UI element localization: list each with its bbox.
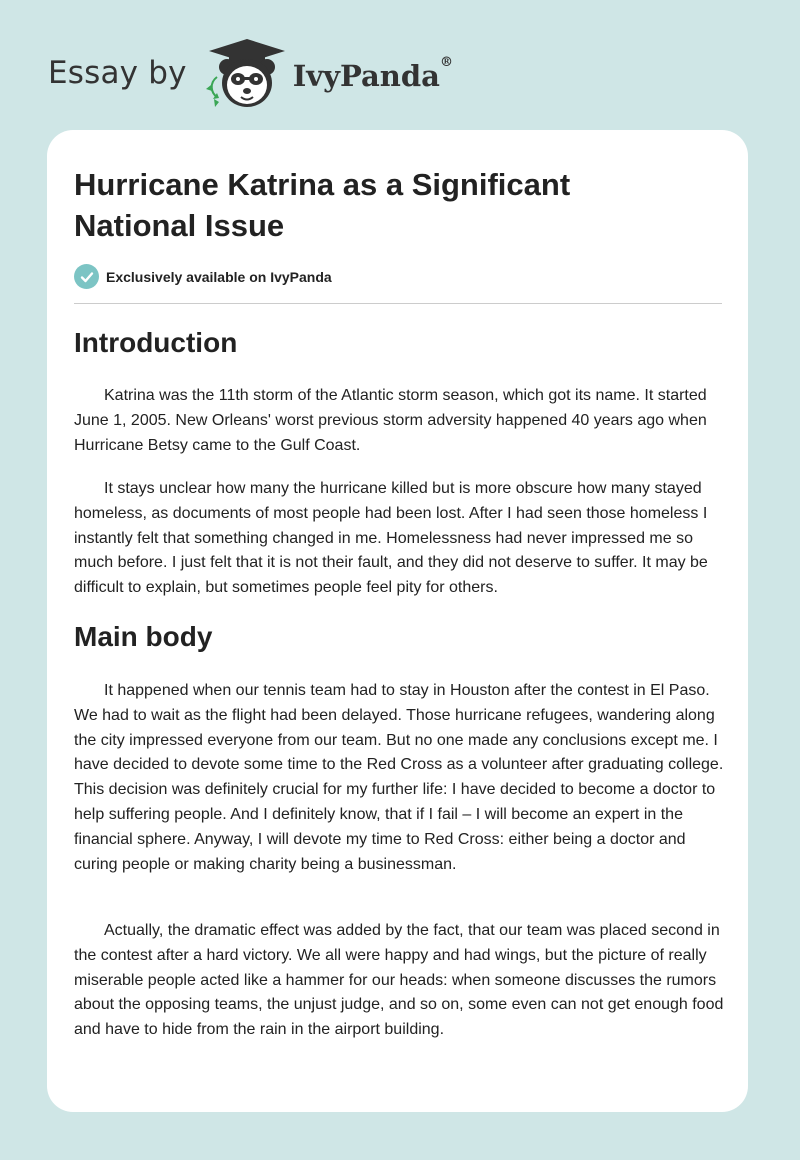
essay-title: Hurricane Katrina as a Significant National Issue	[74, 167, 571, 243]
section-heading-introduction: Introduction	[74, 327, 238, 358]
paragraph: It happened when our tennis team had to stay in Houston after the contest in El Paso. We had to wait as the flight had been delayed. Those hurricane refugees, wandering along the city impressed everyone from our team. But no one made any conclusions except me. I have decided to devote some time to the Red Cross as a volunteer after graduating college. This decision was definitely crucial for my further life: I have decided to become a doctor to help suffering people. And I definitely know, that if I fail – I will become an expert in the financial sphere. Anyway, I will devote my time to Red Cross: either being a doctor and curing people or making charity being a businessman.	[74, 682, 724, 873]
brand-name	[292, 55, 453, 93]
site-header	[48, 34, 453, 114]
brand-text: IvyPanda	[292, 59, 440, 93]
paragraph: Actually, the dramatic effect was added by the fact, that our team was placed second in the contest after a hard victory. We all were happy and had wings, but the picture of really miserable people acted like a hammer for our heads: when someone discusses the rumors about the opposing teams, the unjust judge, and so on, some even can not get enough food and have to hide from the rain in the airport building.	[74, 922, 724, 1039]
essay-card	[47, 130, 748, 1112]
divider	[74, 303, 722, 304]
paragraph: Katrina was the 11th storm of the Atlantic storm season, which got its name. It started June 1, 2005. New Orleans' worst previous storm adversity happened 40 years ago when Hurricane Betsy came to the Gulf Coast.	[74, 387, 707, 454]
badge-label: Exclusively available on IvyPanda	[106, 268, 332, 285]
paragraph: It stays unclear how many the hurricane killed but is more obscure how many stayed homeless, as documents of most people had been lost. After I had seen those homeless I instantly felt that something changed in me. Homelessness had never impressed me so much before. I just felt that it is not their fault, and they did not deserve to suffer. It may be difficult to explain, but sometimes people feel pity for others.	[74, 480, 708, 597]
registered-mark: ®	[439, 55, 453, 70]
exclusive-badge	[74, 264, 332, 289]
checkmark-icon	[74, 264, 99, 289]
panda-logo-icon[interactable]	[205, 37, 289, 111]
essay-by-label: Essay by	[48, 55, 187, 91]
section-heading-main-body: Main body	[74, 621, 213, 652]
